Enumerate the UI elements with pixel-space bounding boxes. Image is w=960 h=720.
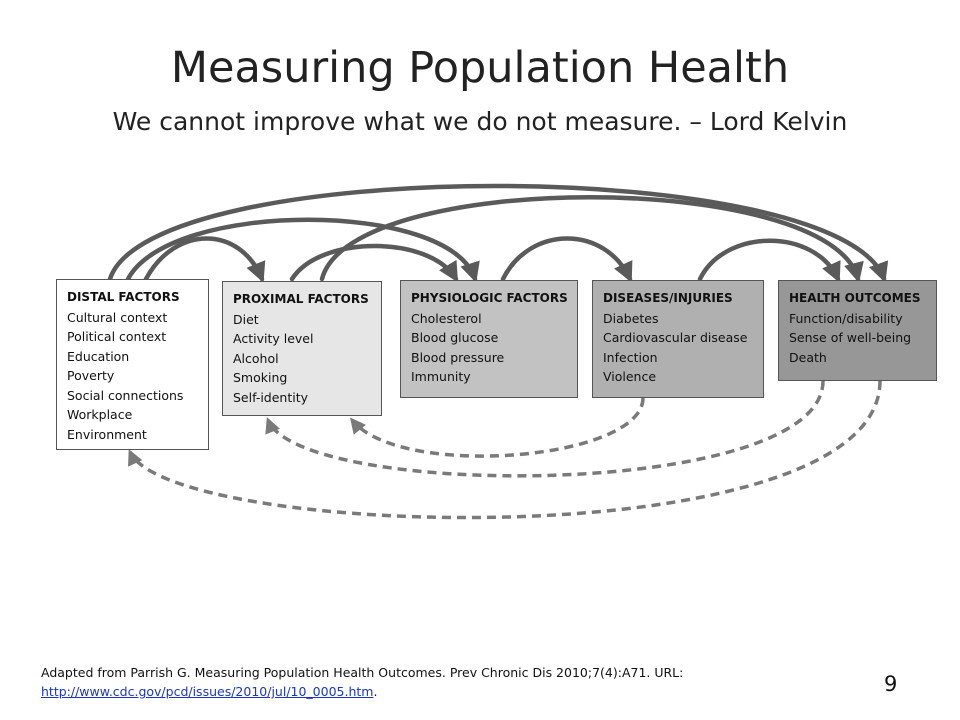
outcomes-item: Death — [789, 349, 827, 365]
health-outcomes-box — [778, 280, 937, 381]
diseases-injuries-box — [592, 280, 764, 398]
physiologic-item: Cholesterol — [411, 310, 482, 326]
citation-suffix: . — [373, 684, 378, 699]
proximal-item: Self-identity — [233, 389, 309, 405]
diseases-item: Infection — [603, 349, 658, 365]
arrow-diseases-to-outcomes — [700, 241, 838, 279]
slide-subtitle: We cannot improve what we do not measure. – Lord Kelvin — [112, 107, 848, 136]
proximal-item: Smoking — [233, 370, 288, 385]
proximal-item: Diet — [233, 311, 259, 327]
diseases-item: Cardiovascular disease — [603, 330, 748, 345]
page-number: 9 — [884, 672, 898, 696]
arrow-proximal-to-outcomes — [322, 197, 858, 279]
proximal-factors-heading: PROXIMAL FACTORS — [233, 292, 369, 306]
physiologic-factors-box — [400, 280, 578, 398]
slide-title: Measuring Population Health — [170, 43, 790, 93]
proximal-item: Activity level — [233, 331, 314, 346]
proximal-item: Alcohol — [233, 350, 279, 366]
arrow-proximal-to-physiologic — [292, 246, 456, 279]
distal-item: Cultural context — [67, 309, 168, 325]
diseases-injuries-heading: DISEASES/INJURIES — [603, 291, 733, 305]
outcomes-item: Sense of well-being — [789, 330, 912, 345]
health-outcomes-heading: HEALTH OUTCOMES — [789, 291, 921, 305]
distal-factors-heading: DISTAL FACTORS — [67, 290, 180, 304]
proximal-factors-box — [222, 281, 382, 416]
physiologic-factors-heading: PHYSIOLOGIC FACTORS — [411, 291, 568, 305]
distal-item: Workplace — [67, 407, 133, 422]
citation-text: Adapted from Parrish G. Measuring Population Health Outcomes. Prev Chronic Dis 2010;7(4):A71. URL: — [41, 665, 684, 680]
diseases-item: Violence — [603, 369, 657, 384]
outcomes-item: Function/disability — [789, 310, 903, 326]
distal-item: Social connections — [67, 387, 184, 403]
distal-item: Environment — [67, 426, 147, 442]
citation-link[interactable]: http://www.cdc.gov/pcd/issues/2010/jul/10_0005.htm — [41, 684, 374, 699]
arrow-distal-to-proximal — [146, 239, 262, 280]
citation — [41, 663, 801, 701]
distal-factors-box — [56, 279, 209, 450]
diseases-item: Diabetes — [603, 310, 659, 326]
physiologic-item: Blood glucose — [411, 330, 499, 345]
distal-item: Poverty — [67, 368, 115, 383]
physiologic-item: Immunity — [411, 369, 471, 384]
physiologic-item: Blood pressure — [411, 349, 505, 365]
arrow-physiologic-to-diseases — [503, 239, 630, 280]
distal-item: Education — [67, 348, 130, 364]
feedback-diseases-to-proximal — [352, 398, 643, 456]
distal-item: Political context — [67, 329, 167, 344]
